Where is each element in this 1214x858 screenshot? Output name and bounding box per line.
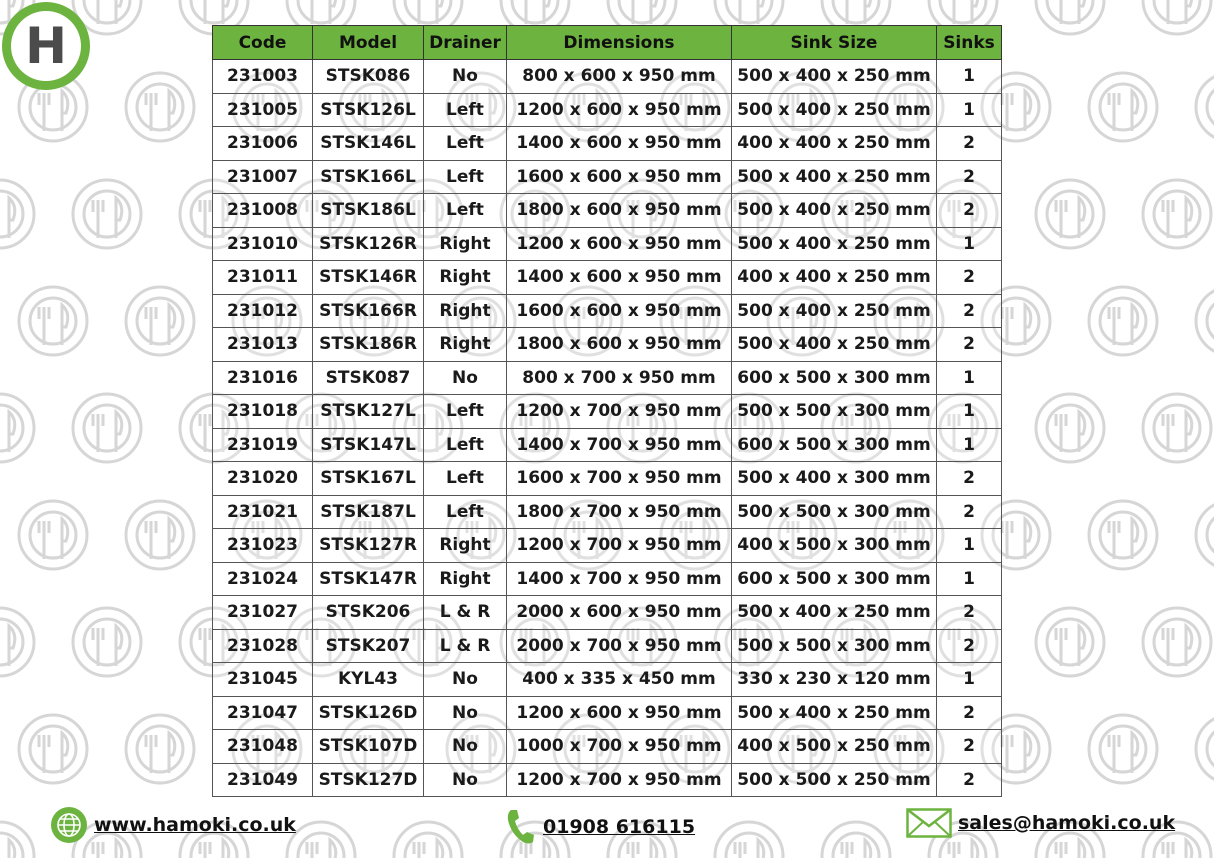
table-cell: 800 x 600 x 950 mm bbox=[507, 60, 732, 94]
table-cell: No bbox=[424, 60, 507, 94]
table-cell: 231012 bbox=[213, 294, 313, 328]
footer-phone[interactable] bbox=[505, 808, 695, 846]
table-cell: 500 x 400 x 250 mm bbox=[732, 60, 937, 94]
table-cell: 1200 x 600 x 950 mm bbox=[507, 227, 732, 261]
table-cell: KYL43 bbox=[313, 663, 424, 697]
phone-link[interactable]: 01908 616115 bbox=[543, 816, 696, 838]
table-cell: 330 x 230 x 120 mm bbox=[732, 663, 937, 697]
table-cell: 1 bbox=[937, 663, 1002, 697]
table-cell: STSK166R bbox=[313, 294, 424, 328]
table-row bbox=[213, 127, 1002, 161]
table-cell: STSK087 bbox=[313, 361, 424, 395]
table-cell: 600 x 500 x 300 mm bbox=[732, 361, 937, 395]
table-cell: 500 x 400 x 250 mm bbox=[732, 328, 937, 362]
table-cell: 1200 x 700 x 950 mm bbox=[507, 763, 732, 797]
table-cell: 2 bbox=[937, 462, 1002, 496]
table-cell: 231010 bbox=[213, 227, 313, 261]
table-cell: 500 x 400 x 250 mm bbox=[732, 160, 937, 194]
table-cell: 231003 bbox=[213, 60, 313, 94]
table-cell: 1600 x 700 x 950 mm bbox=[507, 462, 732, 496]
table-cell: Left bbox=[424, 462, 507, 496]
table-cell: STSK126D bbox=[313, 696, 424, 730]
table-cell: STSK167L bbox=[313, 462, 424, 496]
table-header-row bbox=[213, 26, 1002, 60]
table-cell: STSK107D bbox=[313, 730, 424, 764]
table-cell: 2000 x 600 x 950 mm bbox=[507, 596, 732, 630]
table-cell: 500 x 400 x 250 mm bbox=[732, 93, 937, 127]
table-cell: No bbox=[424, 730, 507, 764]
table-row bbox=[213, 629, 1002, 663]
table-cell: Right bbox=[424, 328, 507, 362]
table-cell: 2000 x 700 x 950 mm bbox=[507, 629, 732, 663]
table-cell: 800 x 700 x 950 mm bbox=[507, 361, 732, 395]
table-cell: 1000 x 700 x 950 mm bbox=[507, 730, 732, 764]
table-row bbox=[213, 361, 1002, 395]
table-cell: 1400 x 700 x 950 mm bbox=[507, 562, 732, 596]
table-cell: 231020 bbox=[213, 462, 313, 496]
table-cell: 500 x 400 x 250 mm bbox=[732, 194, 937, 228]
table-row bbox=[213, 93, 1002, 127]
table-cell: 600 x 500 x 300 mm bbox=[732, 562, 937, 596]
table-cell: 1400 x 600 x 950 mm bbox=[507, 127, 732, 161]
table-cell: STSK207 bbox=[313, 629, 424, 663]
table-cell: 1600 x 600 x 950 mm bbox=[507, 294, 732, 328]
table-cell: 231005 bbox=[213, 93, 313, 127]
table-cell: 1600 x 600 x 950 mm bbox=[507, 160, 732, 194]
table-cell: 1800 x 700 x 950 mm bbox=[507, 495, 732, 529]
table-cell: STSK166L bbox=[313, 160, 424, 194]
logo-badge bbox=[11, 11, 81, 81]
table-cell: 1800 x 600 x 950 mm bbox=[507, 328, 732, 362]
globe-icon bbox=[50, 806, 88, 844]
column-header: Model bbox=[313, 26, 424, 60]
column-header: Drainer bbox=[424, 26, 507, 60]
envelope-icon bbox=[906, 808, 952, 838]
table-cell: No bbox=[424, 361, 507, 395]
table-cell: Left bbox=[424, 127, 507, 161]
table-cell: 2 bbox=[937, 696, 1002, 730]
table-cell: 1200 x 600 x 950 mm bbox=[507, 696, 732, 730]
table-cell: 2 bbox=[937, 763, 1002, 797]
table-cell: 1 bbox=[937, 60, 1002, 94]
table-row bbox=[213, 596, 1002, 630]
table-row bbox=[213, 328, 1002, 362]
footer-email[interactable] bbox=[906, 808, 1175, 838]
table-cell: 400 x 335 x 450 mm bbox=[507, 663, 732, 697]
table-cell: 231011 bbox=[213, 261, 313, 295]
footer-website[interactable] bbox=[50, 806, 296, 844]
table-cell: STSK146L bbox=[313, 127, 424, 161]
table-cell: 2 bbox=[937, 261, 1002, 295]
column-header: Sinks bbox=[937, 26, 1002, 60]
column-header: Code bbox=[213, 26, 313, 60]
table-row bbox=[213, 730, 1002, 764]
table-cell: 400 x 500 x 250 mm bbox=[732, 730, 937, 764]
phone-icon bbox=[505, 808, 535, 846]
table-cell: 2 bbox=[937, 328, 1002, 362]
table-cell: L & R bbox=[424, 629, 507, 663]
table-cell: No bbox=[424, 663, 507, 697]
table-cell: Right bbox=[424, 294, 507, 328]
table-row bbox=[213, 227, 1002, 261]
table-row bbox=[213, 562, 1002, 596]
table-row bbox=[213, 495, 1002, 529]
table-cell: 2 bbox=[937, 495, 1002, 529]
table-row bbox=[213, 261, 1002, 295]
table-row bbox=[213, 160, 1002, 194]
table-cell: 231016 bbox=[213, 361, 313, 395]
table-cell: 1 bbox=[937, 227, 1002, 261]
table-cell: 2 bbox=[937, 127, 1002, 161]
table-cell: 500 x 400 x 250 mm bbox=[732, 696, 937, 730]
product-spec-table bbox=[212, 25, 1002, 797]
table-cell: 231047 bbox=[213, 696, 313, 730]
table-cell: Right bbox=[424, 529, 507, 563]
table-row bbox=[213, 60, 1002, 94]
table-cell: No bbox=[424, 763, 507, 797]
table-cell: Left bbox=[424, 194, 507, 228]
table-cell: 231019 bbox=[213, 428, 313, 462]
table-cell: 2 bbox=[937, 596, 1002, 630]
table-cell: STSK127L bbox=[313, 395, 424, 429]
table-cell: STSK147R bbox=[313, 562, 424, 596]
table-row bbox=[213, 395, 1002, 429]
table-cell: 1 bbox=[937, 562, 1002, 596]
table-cell: 500 x 500 x 250 mm bbox=[732, 763, 937, 797]
logo-letter: H bbox=[25, 17, 67, 75]
table-cell: 231021 bbox=[213, 495, 313, 529]
table-cell: 231024 bbox=[213, 562, 313, 596]
table-cell: 231008 bbox=[213, 194, 313, 228]
table-row bbox=[213, 294, 1002, 328]
table-cell: 400 x 400 x 250 mm bbox=[732, 127, 937, 161]
table-cell: 500 x 500 x 300 mm bbox=[732, 495, 937, 529]
table-cell: 231023 bbox=[213, 529, 313, 563]
table-cell: 231007 bbox=[213, 160, 313, 194]
table-cell: 400 x 500 x 300 mm bbox=[732, 529, 937, 563]
table-cell: 500 x 400 x 300 mm bbox=[732, 462, 937, 496]
column-header: Sink Size bbox=[732, 26, 937, 60]
table-row bbox=[213, 663, 1002, 697]
table-cell: 2 bbox=[937, 629, 1002, 663]
table-cell: 231018 bbox=[213, 395, 313, 429]
column-header: Dimensions bbox=[507, 26, 732, 60]
table-cell: 400 x 400 x 250 mm bbox=[732, 261, 937, 295]
table-cell: Left bbox=[424, 93, 507, 127]
table-cell: Left bbox=[424, 160, 507, 194]
table-cell: STSK126L bbox=[313, 93, 424, 127]
table-cell: 231027 bbox=[213, 596, 313, 630]
table-cell: 500 x 400 x 250 mm bbox=[732, 596, 937, 630]
table-cell: 1200 x 700 x 950 mm bbox=[507, 395, 732, 429]
table-cell: Right bbox=[424, 261, 507, 295]
table-cell: 1 bbox=[937, 361, 1002, 395]
table-cell: STSK187L bbox=[313, 495, 424, 529]
table-row bbox=[213, 763, 1002, 797]
table-row bbox=[213, 428, 1002, 462]
table-cell: 1200 x 600 x 950 mm bbox=[507, 93, 732, 127]
table-cell: 500 x 500 x 300 mm bbox=[732, 629, 937, 663]
table-cell: STSK126R bbox=[313, 227, 424, 261]
table-cell: 2 bbox=[937, 160, 1002, 194]
table-cell: L & R bbox=[424, 596, 507, 630]
table-row bbox=[213, 696, 1002, 730]
table-cell: 500 x 400 x 250 mm bbox=[732, 227, 937, 261]
table-cell: Right bbox=[424, 227, 507, 261]
table-cell: STSK127D bbox=[313, 763, 424, 797]
brand-logo[interactable] bbox=[2, 2, 90, 90]
table-cell: Right bbox=[424, 562, 507, 596]
table-cell: 1 bbox=[937, 395, 1002, 429]
table-cell: 2 bbox=[937, 194, 1002, 228]
table-row bbox=[213, 194, 1002, 228]
table-cell: 600 x 500 x 300 mm bbox=[732, 428, 937, 462]
table-cell: 1 bbox=[937, 428, 1002, 462]
table-cell: 1400 x 700 x 950 mm bbox=[507, 428, 732, 462]
table-cell: 1400 x 600 x 950 mm bbox=[507, 261, 732, 295]
website-link[interactable]: www.hamoki.co.uk bbox=[94, 814, 296, 836]
table-cell: STSK206 bbox=[313, 596, 424, 630]
table-row bbox=[213, 462, 1002, 496]
table-cell: 231013 bbox=[213, 328, 313, 362]
table-cell: Left bbox=[424, 395, 507, 429]
table-cell: STSK186L bbox=[313, 194, 424, 228]
table-cell: 2 bbox=[937, 730, 1002, 764]
table-cell: 231049 bbox=[213, 763, 313, 797]
table-cell: 231045 bbox=[213, 663, 313, 697]
table-cell: Left bbox=[424, 428, 507, 462]
table-cell: 1200 x 700 x 950 mm bbox=[507, 529, 732, 563]
table-cell: 1 bbox=[937, 93, 1002, 127]
table-cell: STSK127R bbox=[313, 529, 424, 563]
table-cell: STSK086 bbox=[313, 60, 424, 94]
table-cell: STSK146R bbox=[313, 261, 424, 295]
table-cell: No bbox=[424, 696, 507, 730]
table-cell: 231006 bbox=[213, 127, 313, 161]
table-cell: Left bbox=[424, 495, 507, 529]
table-cell: STSK147L bbox=[313, 428, 424, 462]
table-row bbox=[213, 529, 1002, 563]
table-cell: 500 x 400 x 250 mm bbox=[732, 294, 937, 328]
email-link[interactable]: sales@hamoki.co.uk bbox=[958, 812, 1176, 834]
table-cell: STSK186R bbox=[313, 328, 424, 362]
table-cell: 2 bbox=[937, 294, 1002, 328]
table-cell: 231028 bbox=[213, 629, 313, 663]
table-cell: 1 bbox=[937, 529, 1002, 563]
table-cell: 500 x 500 x 300 mm bbox=[732, 395, 937, 429]
table-cell: 1800 x 600 x 950 mm bbox=[507, 194, 732, 228]
table-cell: 231048 bbox=[213, 730, 313, 764]
